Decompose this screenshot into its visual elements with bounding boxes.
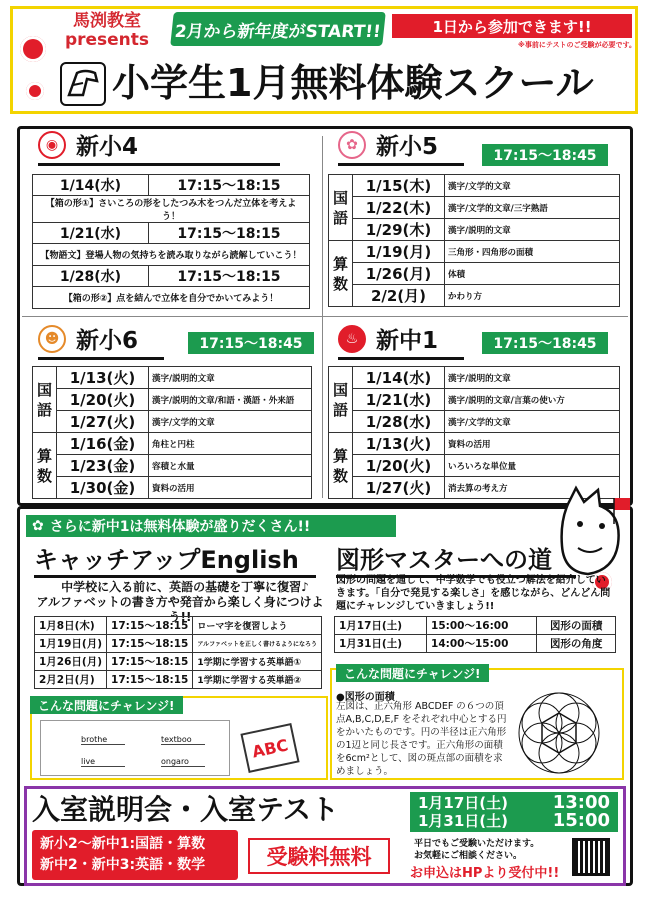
- math-desc: 図形の問題を通して、中学数学でも役立つ解法を紹介していきます。「自分で発見する楽しさ」を感じながら、どんどん問題にチャレンジしていきましょう!!: [336, 575, 611, 612]
- table-row: [335, 617, 616, 635]
- class-topic: かわり方: [445, 285, 620, 307]
- row-topic: 1学期に学習する英単語①: [193, 653, 322, 671]
- row-date: 1月8日(木): [35, 617, 107, 635]
- school-name: 馬渕教室: [73, 11, 141, 31]
- presents-text: presents: [64, 30, 150, 50]
- c1-time-badge: 17:15～18:45: [482, 332, 608, 354]
- grade4-note: 【物語文】登場人物の気持ちを読み取りながら読解していこう！: [33, 244, 310, 266]
- class-topic: 消去算の考え方: [445, 477, 620, 499]
- class-date: 1/30(金): [57, 477, 149, 499]
- english-challenge-label: こんな問題にチャレンジ!: [30, 696, 183, 714]
- grade5-label: 新小5: [376, 134, 439, 160]
- row-time: 17:15～18:15: [107, 635, 193, 653]
- class-date: 1/16(金): [57, 433, 149, 455]
- class-topic: 体積: [445, 263, 620, 285]
- english-title: キャッチアップEnglish: [34, 540, 316, 578]
- math-table: [334, 616, 616, 653]
- row-topic: アルファベットを正しく書けるようになろう: [193, 635, 322, 653]
- class-date: 1/14(水): [353, 367, 445, 389]
- session-subject-line: 新小2～新中1:国語・算数: [40, 836, 206, 852]
- c1-label: 新中1: [376, 328, 439, 354]
- sea-bream-icon: ♨: [338, 325, 366, 353]
- class-date: 1/27(火): [57, 411, 149, 433]
- worksheet-word: ongaro: [161, 757, 205, 767]
- grade5-time-badge: 17:15～18:45: [482, 144, 608, 166]
- class-topic: 漢字/説明的文章: [149, 367, 312, 389]
- class-date: 1/19(月): [353, 241, 445, 263]
- subject-label: 算数: [329, 433, 353, 499]
- class-date: 1/27(火): [353, 477, 445, 499]
- grade4-time: 17:15～18:15: [149, 223, 310, 244]
- grade4-date: 1/14(水): [33, 175, 149, 196]
- class-topic: 容積と水量: [149, 455, 312, 477]
- class-topic: 資料の活用: [149, 477, 312, 499]
- table-row: [35, 671, 322, 689]
- worksheet-word: brothe: [81, 735, 125, 745]
- plum-flower-icon: [20, 36, 46, 62]
- class-topic: 角柱と円柱: [149, 433, 312, 455]
- row-topic: ローマ字を復習しよう: [193, 617, 322, 635]
- divider: [22, 316, 628, 317]
- english-table: [34, 616, 322, 689]
- grade4-time: 17:15～18:15: [149, 266, 310, 287]
- school-brand: [52, 12, 162, 50]
- table-row: [35, 617, 322, 635]
- abc-card-icon: ABC: [240, 723, 299, 773]
- session-date-row: 1月31日(土) 15:00: [418, 810, 610, 831]
- math-challenge-label: こんな問題にチャレンジ!: [336, 664, 489, 682]
- class-topic: 漢字/文学的文章: [445, 175, 620, 197]
- row-topic: 図形の角度: [537, 635, 616, 653]
- class-date: 1/29(木): [353, 219, 445, 241]
- plum-flower-icon: [26, 82, 44, 100]
- class-topic: 漢字/説明的文章/言葉の使い方: [445, 389, 620, 411]
- grade6-table: [32, 366, 312, 499]
- new-year-banner: 2月から新年度がSTART!!: [170, 12, 386, 46]
- row-time: 15:00～16:00: [427, 617, 537, 635]
- class-date: 1/20(火): [353, 455, 445, 477]
- class-date: 2/2(月): [353, 285, 445, 307]
- class-date: 1/20(火): [57, 389, 149, 411]
- class-date: 1/15(木): [353, 175, 445, 197]
- worksheet-word: live: [81, 757, 125, 767]
- table-row: [35, 653, 322, 671]
- worksheet-word: textboo: [161, 735, 205, 745]
- free-exam-badge: 受験料無料: [248, 838, 390, 874]
- lucky-cat-icon: ☻: [38, 325, 66, 353]
- class-topic: 三角形・四角形の面積: [445, 241, 620, 263]
- problem-title: ●図形の面積: [336, 692, 395, 703]
- page-title: 小学生1月無料体験スクール: [112, 61, 594, 105]
- class-topic: 漢字/文学的文章: [445, 411, 620, 433]
- problem-text: 左図は、正六角形 ABCDEF の６つの頂点A,B,C,D,E,F をそれぞれ中心とする円をかいたものです。円の半径は正六角形の1辺と同じ長さです。正六角形の面積を6cm²として、図の斑点部の面積を求めましょう。: [336, 701, 507, 777]
- join-banner: 1日から参加できます!!: [392, 14, 632, 38]
- horse-logo-icon: [60, 62, 106, 106]
- class-topic: 漢字/説明的文章/和語・漢語・外来語: [149, 389, 312, 411]
- hexagon-circles-figure: [514, 690, 604, 776]
- grade5-heading: [338, 128, 464, 166]
- subject-label: 国語: [33, 367, 57, 433]
- row-date: 1月17日(土): [335, 617, 427, 635]
- daruma-icon: ◉: [38, 131, 66, 159]
- session-dates: [410, 792, 618, 832]
- row-topic: 図形の面積: [537, 617, 616, 635]
- class-topic: 漢字/説明的文章: [445, 219, 620, 241]
- subject-label: 算数: [329, 241, 353, 307]
- table-row: [35, 635, 322, 653]
- english-desc-1: 中学校に入る前に、英語の基礎を丁寧に復習♪: [61, 580, 309, 594]
- grade5-table: [328, 174, 620, 307]
- row-date: 1月31日(土): [335, 635, 427, 653]
- math-title: 図形マスターへの道: [336, 540, 576, 578]
- grade4-time: 17:15～18:15: [149, 175, 310, 196]
- grade6-label: 新小6: [76, 328, 139, 354]
- row-topic: 1学期に学習する英単語②: [193, 671, 322, 689]
- class-date: 1/13(火): [57, 367, 149, 389]
- grade6-time-badge: 17:15～18:45: [188, 332, 314, 354]
- row-time: 17:15～18:15: [107, 617, 193, 635]
- session-note: 平日でもご受験いただけます。 お気軽にご相談ください。: [414, 839, 540, 861]
- session-subject-line: 新中2・新中3:英語・数学: [40, 857, 206, 873]
- row-time: 17:15～18:15: [107, 653, 193, 671]
- class-date: 1/21(水): [353, 389, 445, 411]
- class-topic: 漢字/説明的文章: [445, 367, 620, 389]
- class-date: 1/28(水): [353, 411, 445, 433]
- flower-icon: ✿: [338, 131, 366, 159]
- qr-code[interactable]: [572, 838, 610, 876]
- row-time: 17:15～18:15: [107, 671, 193, 689]
- grade4-date: 1/21(水): [33, 223, 149, 244]
- table-row: [335, 635, 616, 653]
- extra-banner: ✿ さらに新中1は無料体験が盛りだくさん!!: [26, 515, 396, 537]
- join-note: ※事前にテストのご受験が必要です。: [518, 41, 636, 49]
- subject-label: 国語: [329, 367, 353, 433]
- session-title: 入室説明会・入室テスト: [32, 793, 339, 826]
- english-desc-2: アルファベットの書き方や発音から楽しく身につけよう!!: [36, 595, 324, 624]
- row-date: 1月26日(月): [35, 653, 107, 671]
- class-date: 1/13(火): [353, 433, 445, 455]
- subject-label: 算数: [33, 433, 57, 499]
- class-date: 1/26(月): [353, 263, 445, 285]
- row-date: 2月2日(月): [35, 671, 107, 689]
- session-date-row: 1月17日(土) 13:00: [418, 792, 610, 813]
- grade6-heading: [38, 322, 164, 360]
- grade4-date: 1/28(水): [33, 266, 149, 287]
- divider: [322, 136, 323, 498]
- c1-heading: [338, 322, 464, 360]
- row-time: 14:00～15:00: [427, 635, 537, 653]
- class-topic: 資料の活用: [445, 433, 620, 455]
- row-date: 1月19日(月): [35, 635, 107, 653]
- grade4-heading: [38, 128, 280, 166]
- worksheet-image: [40, 720, 230, 776]
- grade4-label: 新小4: [76, 134, 139, 160]
- class-date: 1/23(金): [57, 455, 149, 477]
- c1-table: [328, 366, 620, 499]
- apply-link[interactable]: お申込はHPより受付中!!: [410, 866, 560, 881]
- grade4-table: [32, 174, 310, 309]
- session-subjects: [32, 830, 238, 880]
- class-date: 1/22(木): [353, 197, 445, 219]
- class-topic: 漢字/文学的文章/三字熟語: [445, 197, 620, 219]
- grade4-note: 【箱の形①】さいころの形をしたつみ木をつんだ立体を考えよう！: [33, 196, 310, 223]
- class-topic: いろいろな単位量: [445, 455, 620, 477]
- subject-label: 国語: [329, 175, 353, 241]
- class-topic: 漢字/文学的文章: [149, 411, 312, 433]
- grade4-note: 【箱の形②】点を結んで立体を自分でかいてみよう！: [33, 287, 310, 309]
